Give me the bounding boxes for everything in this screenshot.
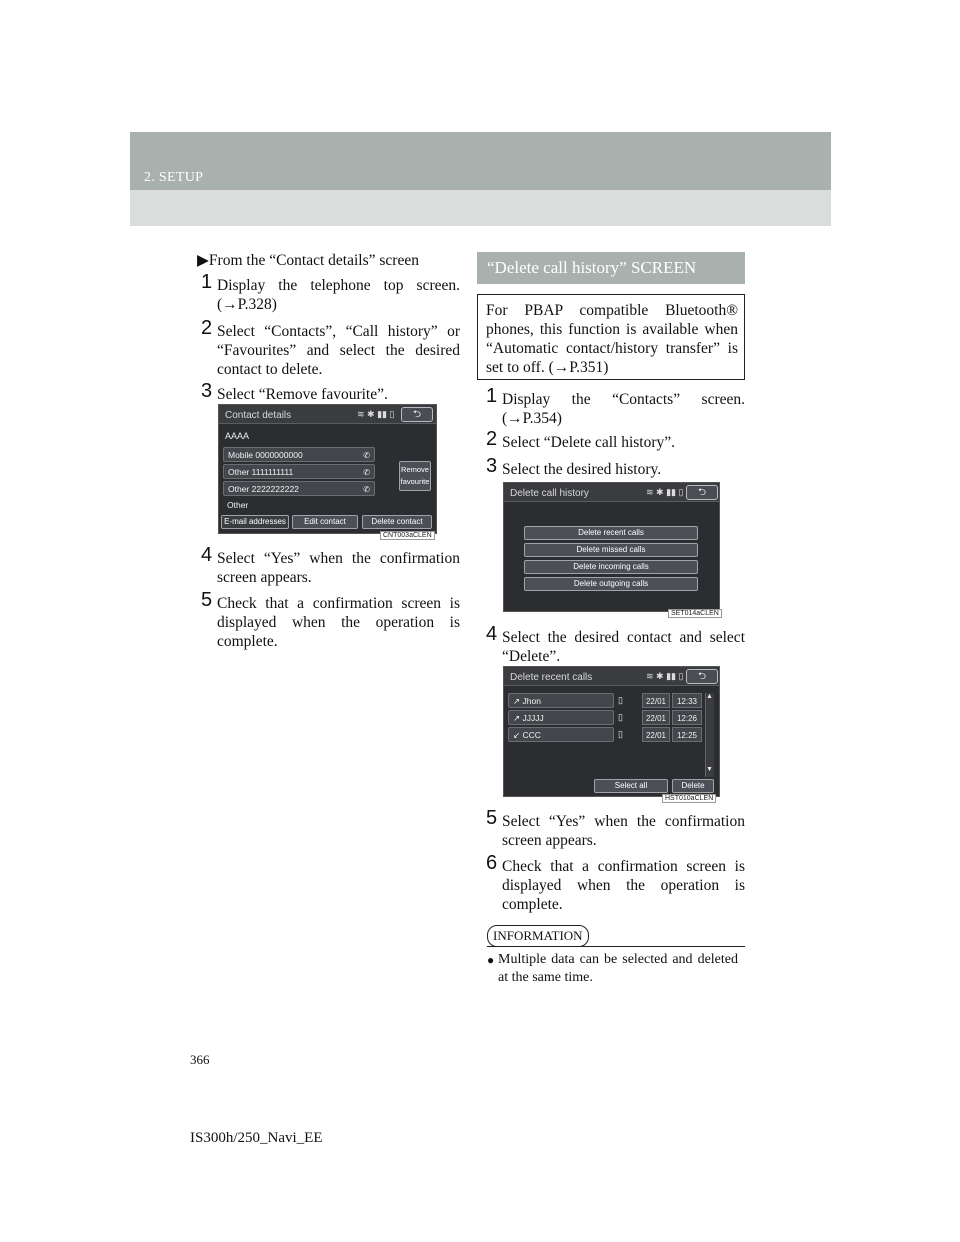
step-number: 3 (201, 380, 213, 402)
scroll-down-icon[interactable]: ▼ (706, 766, 713, 773)
status-icons: ≋ ✱ ▮▮ ▯ (646, 671, 684, 681)
row-label: Mobile 0000000000 (228, 450, 303, 460)
call-time: 12:33 (672, 693, 702, 708)
call-row[interactable] (508, 710, 614, 725)
step-text: Check that a confirmation screen is displayed when the operation is complete. (217, 595, 460, 650)
call-date: 22/01 (642, 693, 670, 708)
step-text: Check that a confirmation screen is displayed when the operation is complete. (502, 858, 745, 913)
right-step-3 (486, 455, 745, 479)
screen-title: Delete call history (510, 488, 589, 499)
footer-code: IS300h/250_Navi_EE (190, 1130, 323, 1146)
delete-call-history-screen (503, 482, 720, 612)
lead-line (197, 251, 419, 270)
step-number: 2 (201, 317, 213, 339)
phone-icon: ✆ (363, 485, 370, 494)
phone-device-icon: ▯ (618, 729, 623, 739)
phone-icon: ✆ (363, 468, 370, 477)
contact-name: AAAA (225, 431, 250, 441)
step-number: 4 (486, 623, 498, 645)
delete-contact-button[interactable]: Delete contact (362, 515, 432, 529)
back-button[interactable]: ⮌ (686, 485, 718, 500)
page-number: 366 (190, 1052, 210, 1067)
outgoing-call-icon: ↗ (513, 713, 523, 723)
back-button[interactable]: ⮌ (686, 669, 718, 684)
status-icons: ≋ ✱ ▮▮ ▯ (646, 487, 684, 497)
step-text: Select the desired contact and select “Delete”. (502, 629, 745, 665)
step-number: 1 (486, 385, 498, 407)
step-number: 5 (486, 807, 498, 829)
figure-code: HST010aCLEN (662, 794, 716, 803)
triangle-bullet-icon: ▶ (197, 252, 209, 269)
right-step-6 (486, 852, 745, 914)
step-text: Select “Yes” when the confirmation screen appears. (217, 550, 460, 586)
email-addresses-button[interactable]: E-mail addresses (221, 515, 289, 529)
outgoing-call-icon: ↗ (513, 696, 523, 706)
left-step-5 (201, 589, 460, 651)
step-text: Display the telephone top screen. (→P.328) (217, 277, 460, 313)
section-title: “Delete call history” SCREEN (477, 252, 745, 284)
step-number: 1 (201, 271, 213, 293)
screen-title: Delete recent calls (510, 672, 593, 683)
information-text: Multiple data can be selected and deleted at the same time. (498, 952, 738, 985)
delete-recent-calls-button[interactable]: Delete recent calls (524, 526, 698, 540)
right-step-5 (486, 807, 745, 850)
step-text: Select “Remove favourite”. (217, 386, 388, 403)
right-step-2 (486, 428, 745, 452)
select-all-button[interactable]: Select all (594, 779, 668, 793)
left-step-2 (201, 317, 460, 379)
step-text: Select “Delete call history”. (502, 434, 676, 451)
status-icons: ≋ ✱ ▮▮ ▯ (357, 409, 395, 419)
step-number: 6 (486, 852, 498, 874)
step-number: 4 (201, 544, 213, 566)
caller-name: CCC (522, 730, 541, 740)
phone-device-icon: ▯ (618, 695, 623, 705)
contact-row[interactable] (223, 464, 375, 479)
delete-incoming-calls-button[interactable]: Delete incoming calls (524, 560, 698, 574)
lead-text: From the “Contact details” screen (208, 252, 419, 269)
step-number: 5 (201, 589, 213, 611)
delete-recent-calls-screen (503, 666, 720, 797)
step-number: 2 (486, 428, 498, 450)
header-subband (130, 190, 831, 226)
delete-button[interactable]: Delete (672, 779, 714, 793)
figure-code: CNT003aCLEN (380, 531, 435, 540)
left-step-1 (201, 271, 460, 314)
scroll-up-icon[interactable]: ▲ (706, 693, 713, 700)
section-note: For PBAP compatible Bluetooth® phones, this function is available when “Automatic contact/history transfer” is set to off. (→P.351) (477, 294, 745, 380)
information-label: INFORMATION (487, 925, 589, 947)
edit-contact-button[interactable]: Edit contact (292, 515, 358, 529)
phone-icon: ✆ (363, 451, 370, 460)
back-button[interactable]: ⮌ (401, 407, 433, 422)
bullet-icon: ● (487, 953, 495, 967)
call-row[interactable] (508, 727, 614, 742)
call-row[interactable] (508, 693, 614, 708)
contact-row[interactable]: Other (227, 500, 249, 510)
caller-name: Jhon (522, 696, 541, 706)
right-step-4 (486, 623, 745, 666)
call-date: 22/01 (642, 727, 670, 742)
contact-row[interactable] (223, 447, 375, 462)
delete-missed-calls-button[interactable]: Delete missed calls (524, 543, 698, 557)
screen-title: Contact details (225, 410, 292, 421)
right-step-1 (486, 385, 745, 428)
header-band (130, 132, 831, 190)
delete-outgoing-calls-button[interactable]: Delete outgoing calls (524, 577, 698, 591)
call-date: 22/01 (642, 710, 670, 725)
remove-favourite-button[interactable]: Remove favourite (399, 461, 431, 491)
figure-code: SET014aCLEN (668, 609, 722, 618)
left-step-4 (201, 544, 460, 587)
caller-name: JJJJJ (522, 713, 544, 723)
contact-row[interactable] (223, 481, 375, 496)
call-time: 12:25 (672, 727, 702, 742)
step-text: Select “Yes” when the confirmation screen appears. (502, 813, 745, 849)
step-number: 3 (486, 455, 498, 477)
scrollbar[interactable] (705, 693, 714, 777)
contact-details-screen (218, 404, 437, 534)
row-label: Other 2222222222 (228, 484, 299, 494)
row-label: Other 1111111111 (228, 467, 294, 477)
step-text: Select the desired history. (502, 461, 662, 478)
step-text: Display the “Contacts” screen. (→P.354) (502, 391, 745, 427)
missed-call-icon: ↙ (513, 730, 523, 740)
call-time: 12:26 (672, 710, 702, 725)
step-text: Select “Contacts”, “Call history” or “Favourites” and select the desired contact to delete. (217, 323, 460, 378)
left-step-3 (201, 380, 460, 404)
phone-device-icon: ▯ (618, 712, 623, 722)
chapter-title: 2. SETUP (144, 170, 204, 185)
